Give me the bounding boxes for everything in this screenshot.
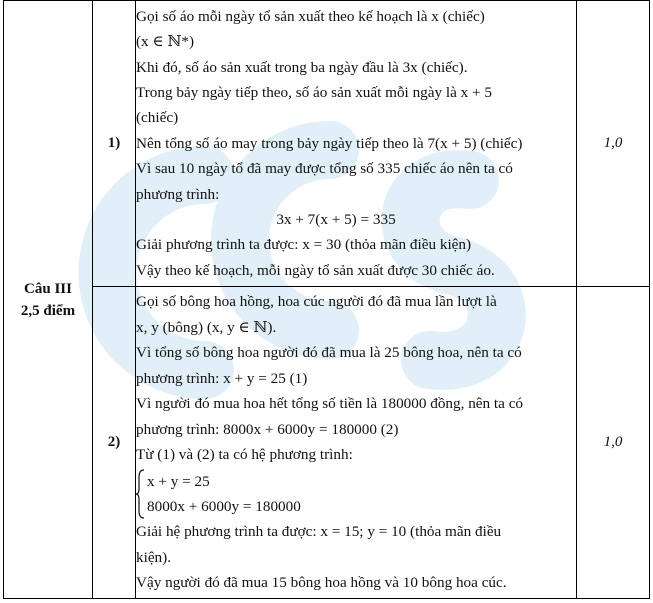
- solution-line: Vậy người đó đã mua 15 bông hoa hồng và 10 bông hoa cúc.: [136, 574, 507, 592]
- part-2-row: [4, 287, 650, 599]
- system-equation-1: x + y = 25: [147, 473, 210, 491]
- system-equation-2: 8000x + 6000y = 180000: [147, 498, 301, 516]
- section-points: 2,5 điểm: [20, 302, 76, 319]
- solution-line: x, y (bông) (x, y ∈ ℕ).: [136, 318, 277, 336]
- brace-icon: [136, 469, 145, 519]
- solution-line: Trong bảy ngày tiếp theo, số áo sản xuất mỗi ngày là x + 5: [136, 83, 493, 101]
- solution-line: (chiếc): [136, 109, 179, 127]
- solution-line: kiện).: [136, 548, 172, 566]
- part-1-score: 1,0: [577, 1, 650, 287]
- section-cell: [4, 1, 93, 599]
- part-1-solution: [136, 1, 577, 287]
- answer-table: [3, 0, 650, 599]
- solution-line: Nên tổng số áo may trong bảy ngày tiếp theo là 7(x + 5) (chiếc): [136, 134, 523, 152]
- part-2-score: 1,0: [577, 287, 650, 599]
- part-1-row: [4, 1, 650, 287]
- section-title: Câu III: [24, 280, 72, 297]
- equation-line: 3x + 7(x + 5) = 335: [276, 211, 396, 229]
- solution-line: Vậy theo kế hoạch, mỗi ngày tổ sản xuất được 30 chiếc áo.: [136, 261, 495, 279]
- solution-line: Giải hệ phương trình ta được: x = 15; y = 10 (thỏa mãn điều: [136, 523, 502, 541]
- solution-line: phương trình: 8000x + 6000y = 180000 (2): [136, 420, 399, 438]
- part-2-number: 2): [93, 287, 136, 599]
- equation-system: [136, 469, 576, 519]
- solution-line: Gọi số bông hoa hồng, hoa cúc người đó đã mua lần lượt là: [136, 293, 497, 311]
- solution-line: Khi đó, số áo sản xuất trong ba ngày đầu là 3x (chiếc).: [136, 58, 468, 76]
- solution-line: Vì tổng số bông hoa người đó đã mua là 25 bông hoa, nên ta có: [136, 344, 522, 362]
- part-1-number: 1): [93, 1, 136, 287]
- solution-line: Từ (1) và (2) ta có hệ phương trình:: [136, 445, 353, 463]
- solution-line: phương trình: x + y = 25 (1): [136, 369, 308, 387]
- solution-line: Giải phương trình ta được: x = 30 (thỏa mãn điều kiện): [136, 236, 472, 254]
- part-2-solution: [136, 287, 577, 599]
- solution-line: Gọi số áo mỗi ngày tổ sản xuất theo kế hoạch là x (chiếc): [136, 7, 485, 25]
- solution-line: Vì người đó mua hoa hết tổng số tiền là 180000 đồng, nên ta có: [136, 395, 524, 413]
- solution-line: Vì sau 10 ngày tổ đã may được tổng số 335 chiếc áo nên ta có: [136, 160, 513, 178]
- solution-line: phương trình:: [136, 185, 220, 203]
- solution-line: (x ∈ ℕ*): [136, 33, 195, 51]
